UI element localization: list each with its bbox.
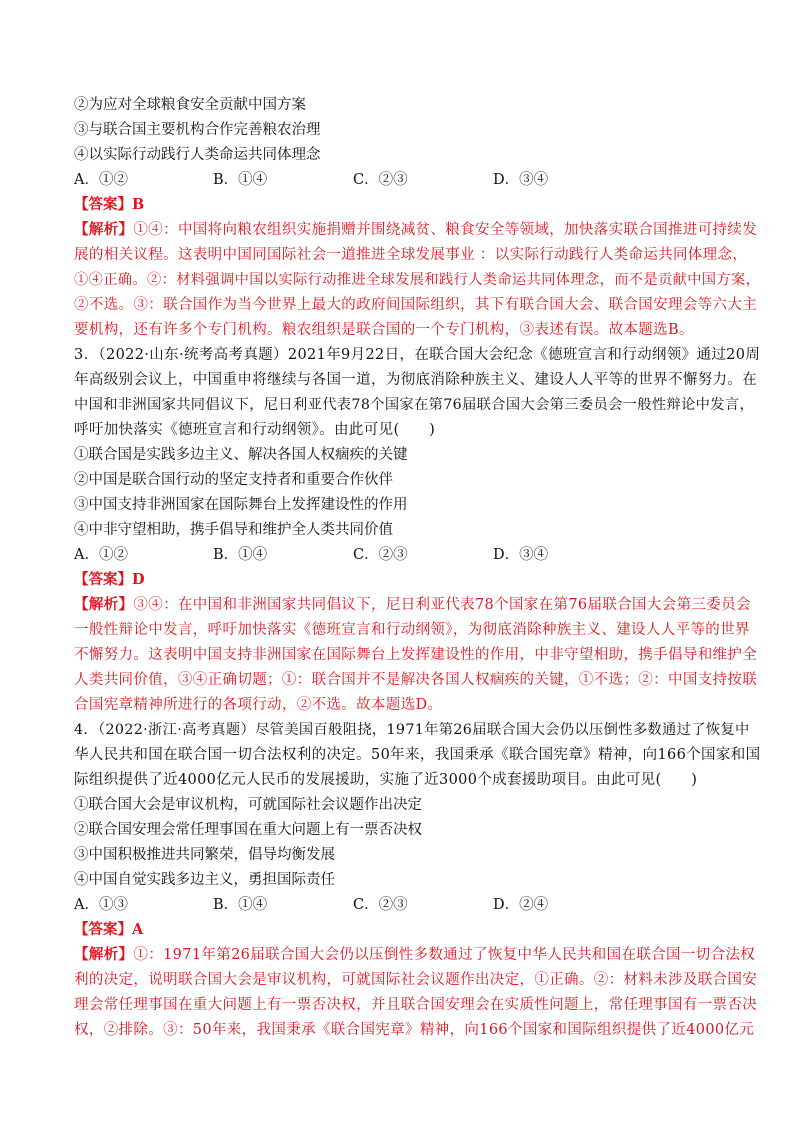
q4-analysis-line: 利的决定，说明联合国大会是审议机构，可就国际社会议题作出决定，①正确。②：材料未涉及联合国安 [74,972,758,988]
q2-option-b: B．①④ [213,172,268,188]
q2-analysis-line: ①④正确。②：材料强调中国以实际行动推进全球发展和践行人类命运共同体理念，而不是贡献中国方案， [74,272,761,288]
analysis-label: 【解析】 [74,596,134,613]
q4-stem-line: 4．（2022·浙江·高考真题）尽管美国百般阻挠，1971年第26届联合国大会仍以压倒性多数通过了恢复中 [74,722,750,738]
answer-label: 【答案】 [74,921,132,938]
q2-answer [74,196,144,214]
q3-option-c: C．②③ [353,547,408,563]
q3-option-d: D．③④ [493,547,549,563]
q4-stem-line: 际组织提供了近4000亿元人民币的发展援助，实施了近3000个成套援助项目。由此可见( ) [74,772,698,788]
q4-stem-line: 华人民共和国在联合国一切合法权利的决定。50年来，我国秉承《联合国宪章》精神，向166个国家和国 [74,747,761,763]
q2-analysis-line: 要机构，还有许多个专门机构。粮农组织是联合国的一个专门机构，③表述有误。故本题选B。 [74,322,694,338]
q2-item-3: ③与联合国主要机构合作完善粮农治理 [74,122,321,138]
q4-option-a: A．①③ [74,897,128,913]
q4-option-d: D．②④ [493,897,549,913]
q4-item-1: ①联合国大会是审议机构，可就国际社会议题作出决定 [74,797,422,813]
answer-label: 【答案】 [74,571,132,588]
q2-analysis-line: 【解析】①④：中国将向粮农组织实施捐赠并围绕减贫、粮食安全等领域，加快落实联合国推进可持续发 [74,221,758,238]
q3-stem-line: 年高级别会议上，中国重申将继续与各国一道，为彻底消除种族主义、建设人人平等的世界不懈努力。在 [74,372,758,388]
q3-option-b: B．①④ [213,547,268,563]
q3-analysis-line: 一般性辩论中发言，呼吁加快落实《德班宣言和行动纲领》，为彻底消除种族主义、建设人人平等的世界 [74,622,750,638]
q2-option-d: D．③④ [493,172,549,188]
q4-option-b: B．①④ [213,897,268,913]
q3-analysis-line: 合国宪章精神所进行的各项行动，②不选。故本题选D。 [74,697,443,713]
answer-label: 【答案】 [74,196,132,213]
q3-analysis-line: 人类共同价值，③④正确切题；①：联合国并不是解决各国人权痼疾的关键，①不选；②：中国支持按联 [74,672,758,688]
q2-item-4: ④以实际行动践行人类命运共同体理念 [74,147,321,163]
q4-analysis-line: 权，②排除。③：50年来，我国秉承《联合国宪章》精神，向166个国家和国际组织提供了近4000亿元 [74,1022,755,1038]
q2-option-c: C．②③ [353,172,408,188]
answer-value: D [132,571,145,588]
q3-item-1: ①联合国是实践多边主义、解决各国人权痼疾的关键 [74,447,408,463]
analysis-label: 【解析】 [74,221,134,238]
answer-value: B [132,196,145,213]
q4-item-2: ②联合国安理会常任理事国在重大问题上有一票否决权 [74,822,422,838]
q2-analysis-line: ②不选。③：联合国作为当今世界上最大的政府间国际组织，其下有联合国大会、联合国安理会等六大主 [74,297,758,313]
q2-analysis-line: 展的相关议程。这表明中国同国际社会一道推进全球发展事业 ：以实际行动践行人类命运共同体理念， [74,247,748,263]
q3-item-4: ④中非守望相助，携手倡导和维护全人类共同价值 [74,522,393,538]
q3-stem-line: 呼吁加快落实《德班宣言和行动纲领》。由此可见( ) [74,422,436,438]
q4-analysis-line: 【解析】①：1971年第26届联合国大会仍以压倒性多数通过了恢复中华人民共和国在联合国一切合法权 [74,946,756,963]
q4-option-c: C．②③ [353,897,408,913]
q3-stem-line: 3．（2022·山东·统考高考真题）2021年9月22日，在联合国大会纪念《德班宣言和行动纲领》通过20周 [74,347,761,363]
q4-item-3: ③中国积极推进共同繁荣，倡导均衡发展 [74,847,335,863]
q3-stem-line: 中国和非洲国家共同倡议下，尼日利亚代表78个国家在第76届联合国大会第三委员会一般性辩论中发言， [74,397,755,413]
q3-option-a: A．①② [74,547,128,563]
analysis-label: 【解析】 [74,946,134,963]
q4-item-4: ④中国自觉实践多边主义，勇担国际责任 [74,872,335,888]
q4-analysis-line: 理会常任理事国在重大问题上有一票否决权，并且联合国安理会在实质性问题上，常任理事国有一票否决 [74,997,758,1013]
q3-analysis-line: 【解析】③④：在中国和非洲国家共同倡议下，尼日利亚代表78个国家在第76届联合国大会第三委员会 [74,596,751,613]
q3-analysis-line: 不懈努力。这表明中国支持非洲国家在国际舞台上发挥建设性的作用，中非守望相助，携手倡导和维护全 [74,647,758,663]
answer-value: A [132,921,144,938]
q3-item-3: ③中国支持非洲国家在国际舞台上发挥建设性的作用 [74,497,408,513]
q4-answer [74,921,143,939]
q3-answer [74,571,145,589]
q2-item-2: ②为应对全球粮食安全贡献中国方案 [74,97,306,113]
q2-option-a: A．①② [74,172,128,188]
q3-item-2: ②中国是联合国行动的坚定支持者和重要合作伙伴 [74,472,393,488]
